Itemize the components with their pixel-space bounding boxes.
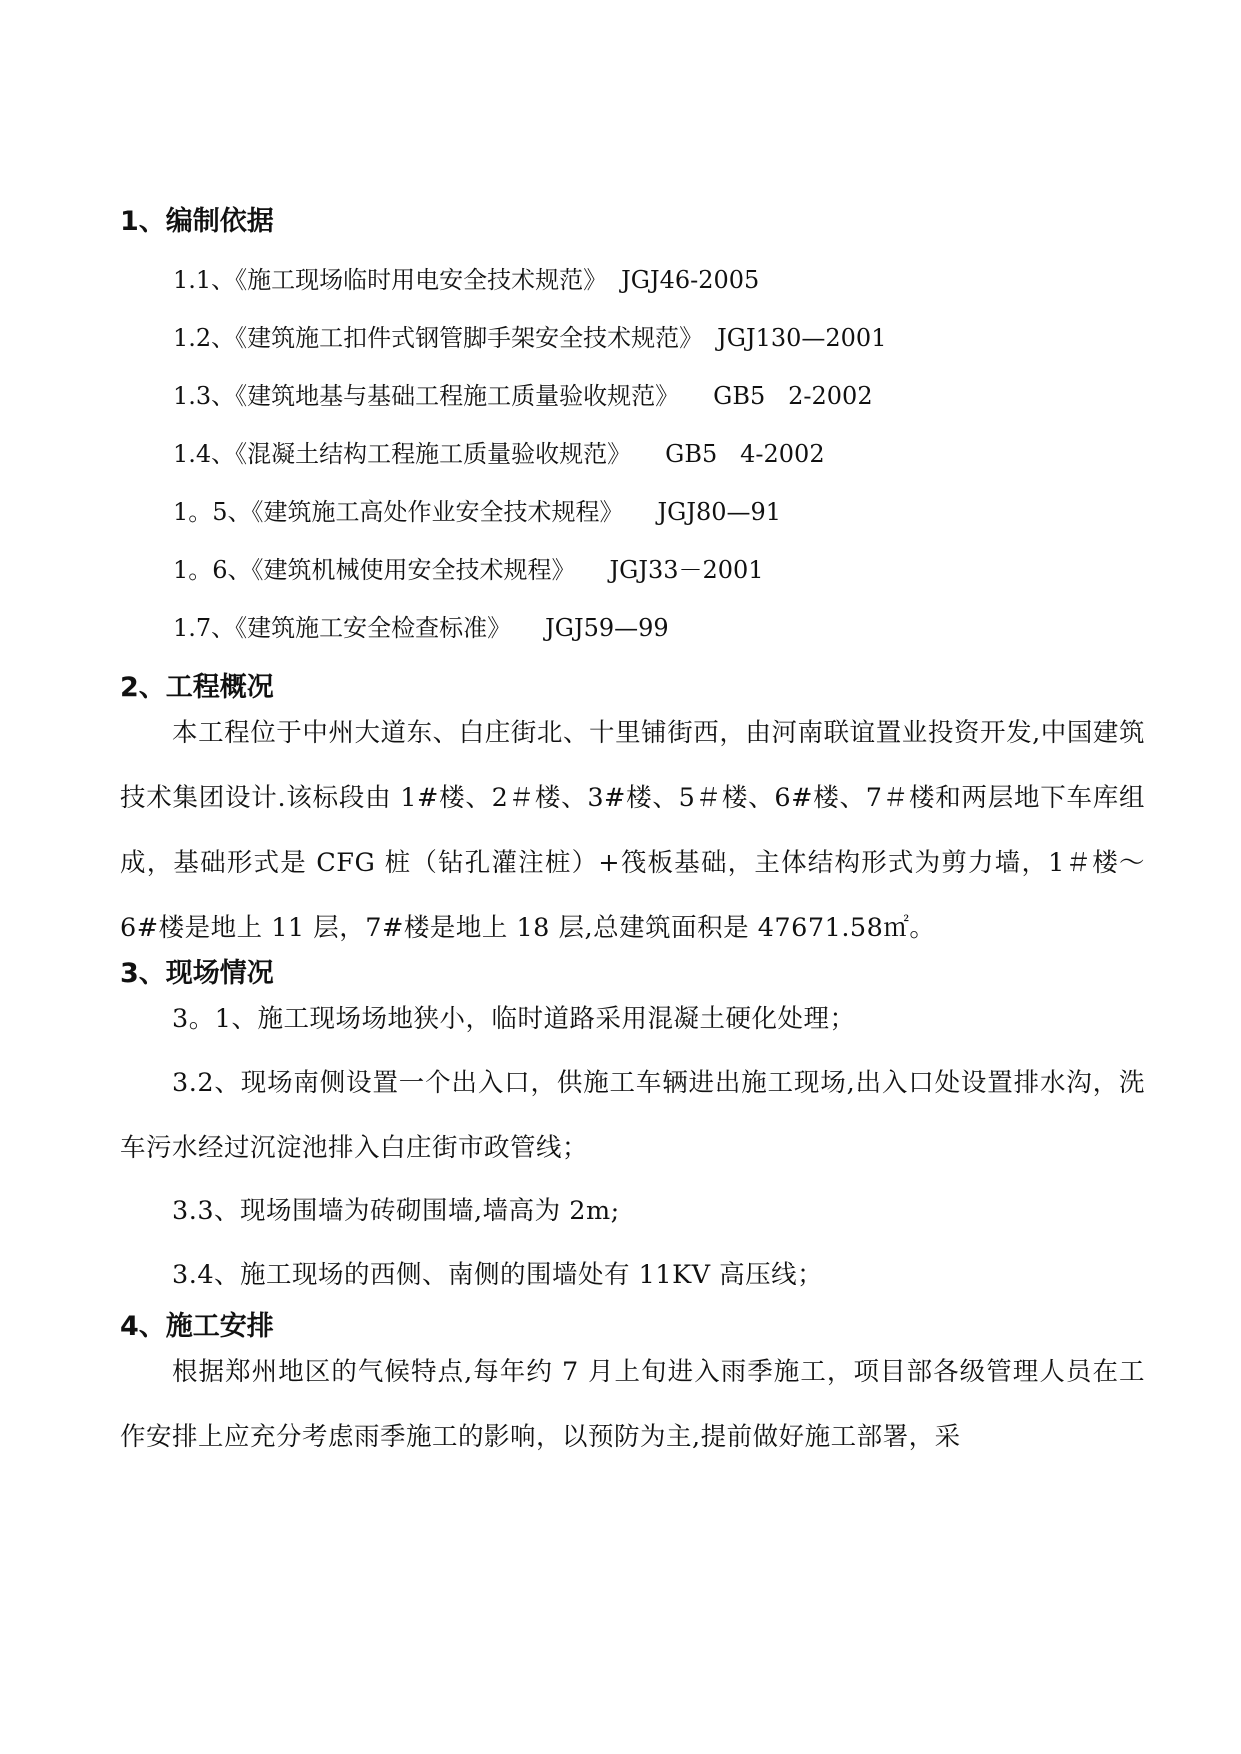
standard-title: 1。6、《建筑机械使用安全技术规程》 [173, 556, 576, 584]
standard-item-1-5 [173, 496, 781, 528]
site-item-3-4: 3.4、施工现场的西侧、南侧的围墙处有 11KV 高压线； [172, 1260, 824, 1290]
standard-title: 1.7、《建筑施工安全检查标准》 [173, 614, 512, 642]
standard-code: GB5 4-2002 [665, 440, 825, 468]
standard-code: JGJ33－2001 [609, 556, 764, 584]
site-item-3-3: 3.3、现场围墙为砖砌围墙,墙高为 2m; [172, 1196, 620, 1226]
standard-title: 1.4、《混凝土结构工程施工质量验收规范》 [173, 440, 632, 468]
site-item-3-2: 3.2、现场南侧设置一个出入口，供施工车辆进出施工现场,出入口处设置排水沟，洗车污水经过沉淀池排入白庄街市政管线； [120, 1068, 1145, 1163]
standard-item-1-3 [173, 380, 873, 412]
standard-item-1-6 [173, 554, 764, 586]
section-heading-3: 3、现场情况 [120, 958, 274, 989]
standard-code: JGJ59—99 [545, 614, 669, 642]
standard-title: 1.2、《建筑施工扣件式钢管脚手架安全技术规范》 [173, 324, 704, 352]
standard-title: 1。5、《建筑施工高处作业安全技术规程》 [173, 498, 624, 526]
schedule-paragraph: 根据郑州地区的气候特点,每年约 7 月上旬进入雨季施工，项目部各级管理人员在工作安排上应充分考虑雨季施工的影响，以预防为主,提前做好施工部署，采 [120, 1357, 1145, 1452]
standard-item-1-2 [173, 322, 886, 354]
standard-code: JGJ130—2001 [717, 324, 887, 352]
section-heading-2: 2、工程概况 [120, 672, 274, 703]
standard-code: JGJ80—91 [657, 498, 782, 526]
overview-paragraph: 本工程位于中州大道东、白庄街北、十里铺街西，由河南联谊置业投资开发,中国建筑技术集团设计.该标段由 1#楼、2＃楼、3#楼、5＃楼、6#楼、7＃楼和两层地下车库组成，基础形式是 CFG 桩（钻孔灌注桩）+筏板基础，主体结构形式为剪力墙，1＃楼～6#楼是地上 11 层，7#楼是地上 18 层,总建筑面积是 47671.58㎡。 [120, 718, 1145, 943]
section-heading-1: 1、编制依据 [120, 206, 274, 237]
standard-title: 1.1、《施工现场临时用电安全技术规范》 [173, 266, 608, 294]
standard-title: 1.3、《建筑地基与基础工程施工质量验收规范》 [173, 382, 680, 410]
standard-item-1-1 [173, 264, 759, 296]
standard-code: JGJ46-2005 [621, 266, 760, 294]
site-item-3-1: 3。1、施工现场场地狭小，临时道路采用混凝土硬化处理； [172, 1004, 856, 1034]
standard-code: GB5 2-2002 [713, 382, 873, 410]
standard-item-1-7 [173, 612, 669, 644]
standard-item-1-4 [173, 438, 825, 470]
section-heading-4: 4、施工安排 [120, 1311, 274, 1342]
